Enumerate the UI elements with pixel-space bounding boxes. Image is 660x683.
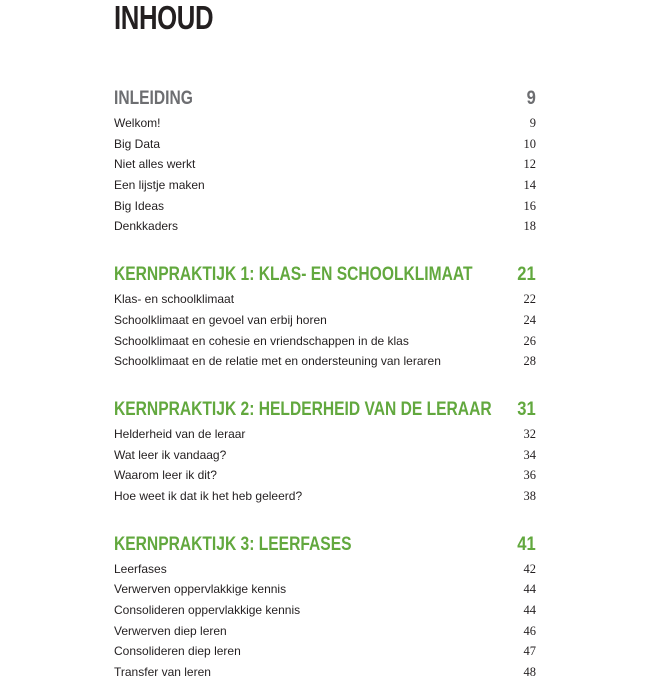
toc-section-kernpraktijk-2 (114, 394, 536, 507)
toc-entry (114, 289, 536, 310)
entry-page-number: 32 (523, 426, 536, 441)
entry-label: Hoe weet ik dat ik het heb geleerd? (114, 488, 303, 503)
section-page-number: 41 (517, 532, 536, 555)
entry-page-number: 12 (523, 157, 536, 172)
entry-label: Verwerven oppervlakkige kennis (114, 582, 287, 597)
section-heading (114, 83, 536, 113)
section-page-number: 31 (517, 397, 536, 420)
entry-page-number: 36 (523, 468, 536, 483)
entry-page-number: 18 (523, 219, 536, 234)
toc-entry (114, 486, 536, 507)
toc-entry (114, 196, 536, 217)
toc-list (114, 83, 536, 683)
section-heading (114, 259, 536, 289)
toc-entry (114, 641, 536, 662)
entry-label: Consolideren oppervlakkige kennis (114, 603, 301, 617)
section-page-number: 21 (517, 263, 536, 286)
toc-entry (114, 465, 536, 486)
entry-page-number: 42 (523, 561, 536, 576)
entry-label: Leerfases (114, 561, 167, 576)
section-title: KERNPRAKTIJK 3: LEERFASES (114, 532, 352, 555)
entry-page-number: 14 (523, 178, 536, 193)
entry-page-number: 22 (523, 292, 536, 307)
entry-page-number: 16 (523, 198, 536, 213)
section-entries (114, 113, 536, 237)
toc-entry (114, 154, 536, 175)
entry-label: Transfer van leren (114, 665, 211, 680)
entry-page-number: 10 (523, 136, 536, 151)
toc-entry (114, 579, 536, 600)
entry-page-number: 38 (523, 488, 536, 503)
entry-label: Big Ideas (114, 198, 165, 213)
toc-entry (114, 134, 536, 155)
entry-label: Verwerven diep leren (114, 623, 227, 638)
toc-entry (114, 424, 536, 445)
toc-entry (114, 600, 536, 621)
section-entries (114, 559, 536, 683)
section-title: INLEIDING (114, 87, 193, 109)
entry-page-number: 47 (523, 644, 536, 659)
toc-entry (114, 662, 536, 683)
entry-page-number: 44 (523, 603, 536, 617)
toc-section-inleiding (114, 83, 536, 237)
section-entries (114, 424, 536, 507)
entry-page-number: 34 (523, 447, 536, 462)
section-title: KERNPRAKTIJK 1: KLAS- EN SCHOOLKLIMAAT (114, 263, 473, 286)
entry-page-number: 24 (523, 312, 536, 327)
entry-label: Waarom leer ik dit? (114, 468, 217, 483)
toc-section-kernpraktijk-1 (114, 259, 536, 372)
toc-entry (114, 216, 536, 237)
page-title: INHOUD (114, 0, 214, 36)
entry-label: Wat leer ik vandaag? (114, 447, 227, 462)
toc-entry (114, 310, 536, 331)
section-heading (114, 529, 536, 559)
toc-entry (114, 175, 536, 196)
entry-label: Een lijstje maken (114, 178, 205, 193)
entry-label: Consolideren diep leren (114, 644, 241, 659)
section-page-number: 9 (526, 87, 536, 109)
toc-entry (114, 559, 536, 580)
section-entries (114, 289, 536, 372)
entry-page-number: 28 (523, 354, 536, 369)
entry-label: Big Data (114, 136, 161, 151)
toc-entry (114, 445, 536, 466)
entry-label: Schoolklimaat en de relatie met en ondersteuning van leraren (114, 354, 441, 369)
entry-label: Schoolklimaat en gevoel van erbij horen (114, 312, 327, 327)
entry-label: Niet alles werkt (114, 157, 196, 172)
section-title: KERNPRAKTIJK 2: HELDERHEID VAN DE LERAAR (114, 397, 492, 420)
toc-entry (114, 113, 536, 134)
toc-entry (114, 331, 536, 352)
toc-entry (114, 621, 536, 642)
entry-page-number: 26 (523, 333, 536, 348)
section-heading (114, 394, 536, 424)
entry-label: Denkkaders (114, 219, 179, 234)
entry-page-number: 9 (529, 116, 536, 130)
entry-label: Welkom! (114, 116, 161, 130)
entry-page-number: 48 (523, 665, 536, 680)
entry-page-number: 44 (523, 582, 536, 597)
entry-label: Schoolklimaat en cohesie en vriendschappen in de klas (114, 333, 409, 348)
entry-label: Klas- en schoolklimaat (114, 292, 235, 307)
entry-label: Helderheid van de leraar (114, 426, 246, 441)
toc-entry (114, 351, 536, 372)
entry-page-number: 46 (523, 623, 536, 638)
